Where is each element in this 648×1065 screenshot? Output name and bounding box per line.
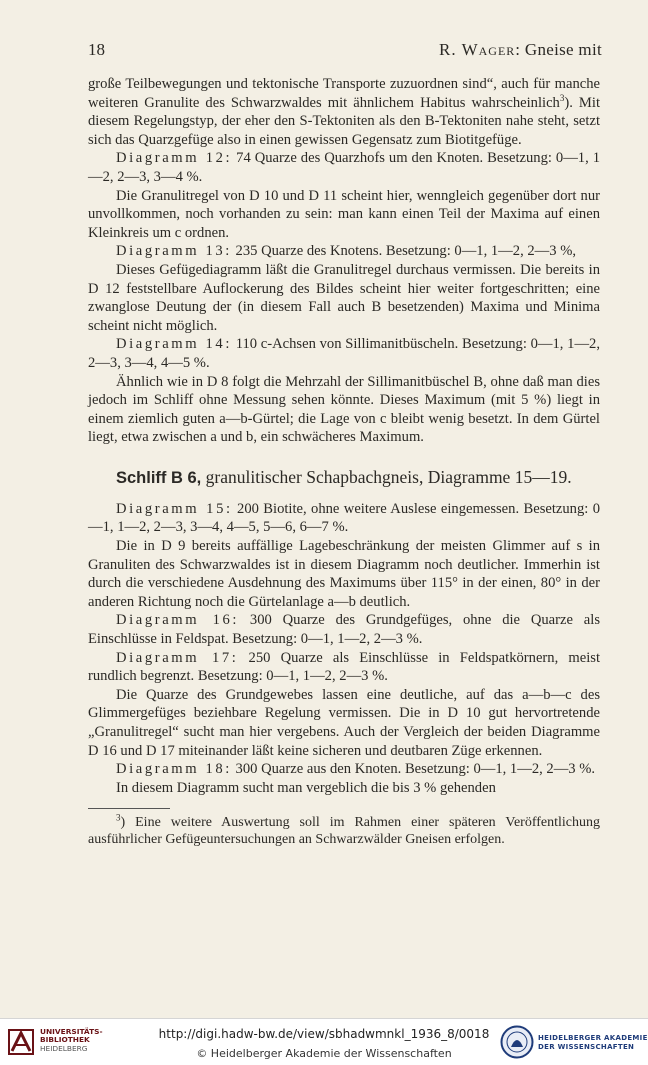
diagram-label: Diagramm 16: — [116, 612, 240, 629]
academy-seal-icon — [500, 1025, 534, 1059]
running-header — [439, 40, 602, 60]
library-name: UNIVERSITÄTS- BIBLIOTHEK HEIDELBERG — [40, 1027, 103, 1053]
diagram-14-caption: Diagramm 14: 110 c-Achsen von Sillimanitbüscheln. Besetzung: 0—1, 1—2, 2—3, 3—4, 4—5 %. — [88, 336, 600, 371]
page-header — [88, 40, 602, 64]
body-text — [88, 75, 600, 848]
copyright-notice: © Heidelberger Akademie der Wissenschaften — [196, 1047, 452, 1060]
academy-name: HEIDELBERGER AKADEMIE DER WISSENSCHAFTEN — [538, 1034, 648, 1051]
paragraph: Die in D 9 bereits auffällige Lagebeschränkung der meisten Glimmer auf s in Granuliten des Schwarzwaldes ist in diesem Diagramm noch deutlicher. Immerhin ist durch die verschiedene Ausdehnung des Maximums über 115° in der einen, 80° in der anderen Richtung noch die Gürtelanlage a—b deutlich. — [88, 538, 600, 610]
diagram-label: Diagramm 17: — [116, 649, 239, 666]
diagram-18-caption: Diagramm 18: 300 Quarze aus den Knoten. Besetzung: 0—1, 1—2, 2—3 %. — [116, 761, 596, 778]
permalink-url[interactable]: http://digi.hadw-bw.de/view/sbhadwmnkl_1936_8/0018 — [158, 1027, 490, 1041]
diagram-13-caption: Diagramm 13: 235 Quarze des Knotens. Besetzung: 0—1, 1—2, 2—3 %, — [116, 243, 577, 260]
paragraph: Ähnlich wie in D 8 folgt die Mehrzahl der Sillimanitbüschel B, ohne daß man dies jedoch im Schliff ohne Messung sehen könnte. Dieses Maximum (mit 5 %) liegt in einem ziemlich guten a—b-Gürtel; die Lage von c bleibt wenig besetzt. In dem Gürtel liegt, etwa zwischen a und b, ein schwächeres Maximum. — [88, 373, 600, 446]
footnote-divider — [88, 808, 170, 809]
paragraph: In diesem Diagramm sucht man vergeblich die bis 3 % gehenden — [116, 779, 496, 796]
diagram-17-caption: Diagramm 17: 250 Quarze als Einschlüsse in Feldspatkörnern, meist rundlich begrenzt. Besetzung: 0—1, 1—2, 2—3 %. — [88, 649, 600, 685]
diagram-label: Diagramm 12: — [116, 150, 233, 167]
page-number: 18 — [88, 40, 105, 59]
diagram-15-caption: Diagramm 15: 200 Biotite, ohne weitere Auslese eingemessen. Besetzung: 0—1, 1—2, 2—3, 3—4, 4—5, 5—6, 6—7 %. — [88, 500, 601, 536]
paragraph: Die Quarze des Grundgewebes lassen eine deutliche, auf das a—b—c des Glimmergefüges beziehbare Regelung vermissen. Die in D 10 gut hervortretende „Granulitregel“ sucht man hier vergebens. Auch der Vergleich der beiden Diagramme D 16 und D 17 miteinander läßt keine sicheren und deutbaren Züge erkennen. — [88, 686, 600, 759]
footnote: $^3$) Eine weitere Auswertung soll im Rahmen einer späteren Veröffentlichung ausführlicher Gefügeuntersuchungen an Schwarzwälder Gneisen erfolgen. — [88, 812, 600, 848]
footnote-marker: 3 — [116, 812, 121, 823]
diagram-label: Diagramm 18: — [116, 761, 232, 778]
diagram-label: Diagramm 15: — [116, 500, 233, 517]
paragraph: Dieses Gefügediagramm läßt die Granulitregel durchaus vermissen. Die bereits in D 12 feststellbare Auflockerung des Bildes scheint hier weiter fortgeschritten; eine zwanglose Deutung der (in diesem Fall auch B besetzenden) Maxima und Minima scheint nicht möglich. — [88, 261, 600, 334]
section-heading: Schliff B 6, granulitischer Schapbachgneis, Diagramme 15—19. — [116, 466, 572, 487]
running-title: : Gneise mit — [515, 40, 602, 59]
diagram-12-caption: Diagramm 12: 74 Quarze des Quarzhofs um den Knoten. Besetzung: 0—1, 1—2, 2—3, 3—4 %. — [88, 150, 600, 185]
paragraph: Die Granulitregel von D 10 und D 11 scheint hier, wenngleich gegenüber dort nur unvollkommen, noch vorhanden zu sein: man kann einen Teil der Maxima auf einen Kleinkreis um c ordnen. — [88, 187, 600, 241]
paragraph: große Teilbewegungen und tektonische Transporte zuzuordnen sind“, auch für manche weiteren Granulite des Schwarzwaldes mit ähnlichem Habitus wahrscheinlich$^3$). Mit diesem Regelungstyp, der eher den S-Tektoniten als den B-Tektoniten nahe steht, setzt sich das Quarzgefüge also in einen gewissen Gegensatz zum Biotitgefüge. — [88, 76, 600, 148]
footnote-ref: 3 — [559, 92, 565, 103]
running-author: R. Wager — [439, 40, 516, 59]
diagram-label: Diagramm 13: — [116, 243, 232, 260]
section-heading-bold: Schliff B 6, — [116, 468, 202, 487]
viewer-footer — [0, 1018, 648, 1065]
diagram-label: Diagramm 14: — [116, 336, 232, 353]
diagram-16-caption: Diagramm 16: 300 Quarze des Grundgefüges, ohne die Quarze als Einschlüsse in Feldspat. Besetzung: 0—1, 1—2, 2—3 %. — [88, 612, 601, 648]
